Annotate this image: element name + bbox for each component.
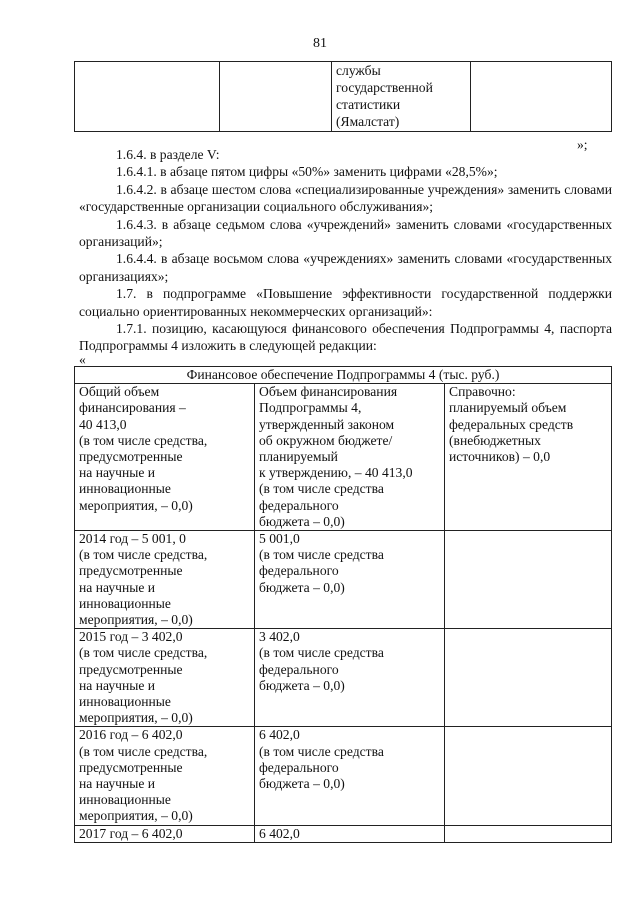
table-row <box>75 727 612 825</box>
closing-quote: »; <box>577 137 588 152</box>
table-row <box>75 629 612 727</box>
table-row <box>75 825 612 842</box>
table-cell <box>471 62 612 132</box>
table-cell <box>75 62 220 132</box>
year-subprogram-cell: 5 001,0 (в том числе средства федерального бюджета – 0,0) <box>255 531 445 629</box>
header-reference-cell: Справочно: планируемый объем федеральных средств (внебюджетных источников) – 0,0 <box>445 384 612 531</box>
paragraph: 1.6.4.1. в абзаце пятом цифры «50%» заменить цифрами «28,5%»; <box>116 164 498 180</box>
year-total-cell: 2017 год – 6 402,0 <box>75 825 255 842</box>
year-total-cell: 2015 год – 3 402,0 (в том числе средства, предусмотренные на научные и инновационные мероприятия, – 0,0) <box>75 629 255 727</box>
year-reference-cell <box>445 531 612 629</box>
opening-quote: « <box>79 352 86 367</box>
previous-table-fragment <box>74 61 612 132</box>
paragraph: 1.7. в подпрограмме «Повышение эффективности государственной поддержки социально ориентированных некоммерческих организаций»: <box>79 286 612 319</box>
year-reference-cell <box>445 825 612 842</box>
paragraph: 1.6.4.4. в абзаце восьмом слова «учреждениях» заменить словами «государственных организациях»; <box>79 251 612 284</box>
table-row <box>75 531 612 629</box>
header-total-cell: Общий объем финансирования – 40 413,0 (в том числе средства, предусмотренные на научные и инновационные мероприятия, – 0,0) <box>75 384 255 531</box>
year-subprogram-cell: 6 402,0 (в том числе средства федерального бюджета – 0,0) <box>255 727 445 825</box>
year-total-cell: 2016 год – 6 402,0 (в том числе средства, предусмотренные на научные и инновационные мероприятия, – 0,0) <box>75 727 255 825</box>
paragraph: 1.6.4.2. в абзаце шестом слова «специализированные учреждения» заменить словами «государственные организации социального обслуживания»; <box>79 181 612 215</box>
table-cell <box>220 62 332 132</box>
year-total-cell: 2014 год – 5 001, 0 (в том числе средства, предусмотренные на научные и инновационные мероприятия, – 0,0) <box>75 531 255 629</box>
year-reference-cell <box>445 727 612 825</box>
page-number: 81 <box>313 36 327 51</box>
table-cell: службы государственной статистики (Ямалстат) <box>332 62 471 132</box>
year-subprogram-cell: 3 402,0 (в том числе средства федерального бюджета – 0,0) <box>255 629 445 727</box>
paragraph: 1.6.4. в разделе V: <box>116 147 220 162</box>
finance-table <box>74 366 612 843</box>
paragraph: 1.6.4.3. в абзаце седьмом слова «учреждений» заменить словами «государственных организаций»; <box>79 216 612 250</box>
paragraph: 1.7.1. позицию, касающуюся финансового обеспечения Подпрограммы 4, паспорта Подпрограммы 4 изложить в следующей редакции: <box>79 321 612 354</box>
amendment-text <box>79 146 612 355</box>
header-subprogram-cell: Объем финансирования Подпрограммы 4, утвержденный законом об окружном бюджете/ планируемый к утверждению, – 40 413,0 (в том числе средства федерального бюджета – 0,0) <box>255 384 445 531</box>
year-subprogram-cell: 6 402,0 <box>255 825 445 842</box>
finance-table-title: Финансовое обеспечение Подпрограммы 4 (тыс. руб.) <box>75 367 612 384</box>
year-reference-cell <box>445 629 612 727</box>
